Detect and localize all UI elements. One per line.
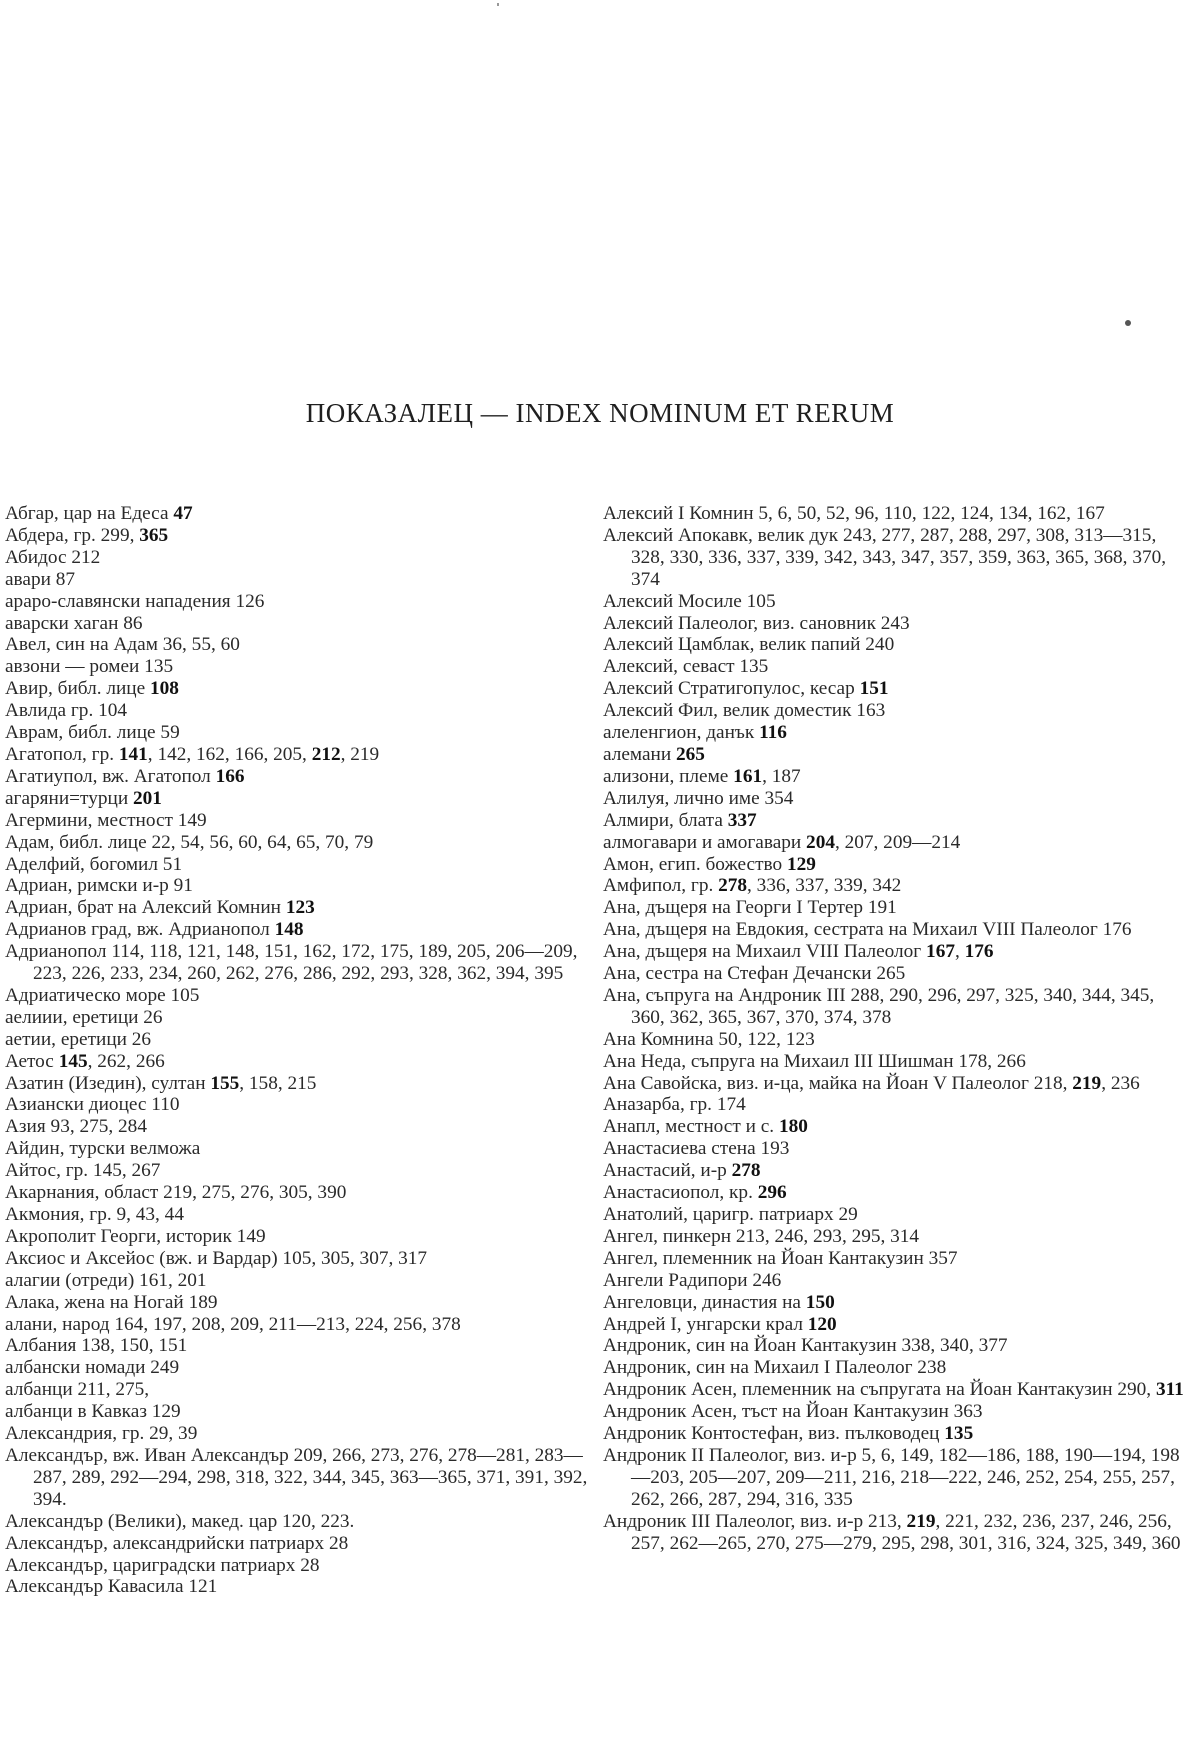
index-entry: Ангеловци, династия на 150 [603,1291,835,1313]
index-entry: Албания 138, 150, 151 [5,1335,188,1357]
index-entry: Анатолий, царигр. патриарх 29 [603,1204,858,1225]
index-entry: Агатопол, гр. 141, 142, 162, 166, 205, 212, 219 [5,743,380,765]
index-entry: Андрей I, унгарски крал 120 [603,1313,837,1335]
index-entry: алеленгион, данък 116 [603,722,787,744]
index-entry: Алилуя, лично име 354 [603,787,794,809]
index-entry: Анастасиопол, кр. 296 [603,1182,787,1204]
index-entry: алмогавари и амогавари 204, 207, 209—214 [603,831,961,853]
index-entry: Абидос 212 [5,546,101,568]
index-entry: Алексий Цамблак, велик папий 240 [603,634,895,656]
index-entry: Андроник Асен, племенник на съпругата на Йоан Кантакузин 290, 311 [603,1379,1184,1401]
index-entry: авзони — ромеи 135 [5,656,174,678]
index-entry: Аетос 145, 262, 266 [5,1050,165,1072]
index-entry: Ана Комнина 50, 122, 123 [603,1028,815,1050]
index-entry: Ана, дъщеря на Михаил VIII Палеолог 167, 176 [603,941,994,963]
index-entry: Александър, вж. Иван Александър 209, 266, 273, 276, 278—281, 283—287, 289, 292—294, 298, 318, 322, 344, 345, 363—365, 371, 391, 392, 394. [5,1444,588,1510]
index-entry: Ангел, пинкерн 213, 246, 293, 295, 314 [603,1225,920,1247]
index-entry: Азатин (Изедин), султан 155, 158, 215 [5,1072,317,1094]
index-entry: Амон, егип. божество 129 [603,853,816,875]
index-entry: Айтос, гр. 145, 267 [5,1160,161,1182]
page-title: ПОКАЗАЛЕЦ — INDEX NOMINUM ET RERUM [305,398,895,428]
index-entry: Ангели Радипори 246 [603,1269,782,1291]
index-entry: Амфипол, гр. 278, 336, 337, 339, 342 [603,875,902,897]
index-entry: Алексий Апокавк, велик дук 243, 277, 287, 288, 297, 308, 313—315, 328, 330, 336, 337, 339, 342, 343, 347, 357, 359, 363, 365, 368, 370, 374 [603,524,1167,590]
index-entry: Ана, съпруга на Андроник III 288, 290, 296, 297, 325, 340, 344, 345, 360, 362, 365, 367, 370, 374, 378 [603,984,1155,1028]
index-entry: Агатиупол, вж. Агатопол 166 [5,765,245,787]
index-entry: Адрианопол 114, 118, 121, 148, 151, 162, 172, 175, 189, 205, 206—209, 223, 226, 233, 234, 260, 262, 276, 286, 292, 293, 328, 362, 394, 395 [5,941,578,985]
index-entry: араро-славянски нападения 126 [5,590,265,612]
index-entry: Абдера, гр. 299, 365 [5,524,169,546]
index-entry: Александър, александрийски патриарх 28 [5,1532,349,1554]
index-entry: Адриан, брат на Алексий Комнин 123 [5,897,315,919]
index-entry: Аксиос и Аксейос (вж. и Вардар) 105, 305, 307, 317 [5,1247,428,1269]
index-entry: Акарнания, област 219, 275, 276, 305, 390 [5,1182,347,1204]
index-entry: Абгар, цар на Едеса 47 [5,503,193,524]
index-entry: Ана, сестра на Стефан Дечански 265 [603,963,906,985]
index-entry: Андроник, син на Йоан Кантакузин 338, 340, 377 [603,1335,1008,1357]
index-entry: алемани 265 [603,743,705,765]
index-entry: алани, народ 164, 197, 208, 209, 211—213, 224, 256, 378 [5,1313,461,1335]
index-entry: алагии (отреди) 161, 201 [5,1269,207,1291]
index-entry: Анастасий, и-р 278 [603,1160,761,1182]
scan-dot [1125,320,1131,326]
index-entry: Азиански диоцес 110 [5,1094,180,1116]
index-entry: Агермини, местност 149 [5,809,207,831]
index-entry: Адам, библ. лице 22, 54, 56, 60, 64, 65, 70, 79 [5,831,374,853]
index-entry: Ана, дъщеря на Евдокия, сестрата на Михаил VIII Палеолог 176 [603,919,1132,941]
index-entry: Азия 93, 275, 284 [5,1116,147,1138]
index-entry: Ана, дъщеря на Георги I Тертер 191 [603,897,897,919]
index-entry: Ана Савойска, виз. и-ца, майка на Йоан V Палеолог 218, 219, 236 [603,1072,1140,1094]
index-entry: Авир, библ. лице 108 [5,678,179,700]
index-entry: Алака, жена на Ногай 189 [5,1291,218,1313]
index-entry: Андроник Контостефан, виз. пълководец 135 [603,1423,974,1445]
index-entry: Ангел, племенник на Йоан Кантакузин 357 [603,1247,958,1269]
index-column-right [603,503,1188,1555]
index-entry: Акмония, гр. 9, 43, 44 [5,1204,184,1225]
index-entry: Андроник, син на Михаил I Палеолог 238 [603,1357,947,1379]
index-entry: Айдин, турски велможа [5,1138,201,1160]
index-entry: Адрианов град, вж. Адрианопол 148 [5,919,304,941]
index-entry: Александрия, гр. 29, 39 [5,1423,198,1445]
scan-speck [497,3,499,6]
index-entry: Адриан, римски и-р 91 [5,875,193,897]
index-entry: Алексий Палеолог, виз. сановник 243 [603,612,910,634]
index-entry: Анастасиева стена 193 [603,1138,790,1160]
index-entry: албански номади 249 [5,1357,180,1379]
index-entry: Андроник II Палеолог, виз. и-р 5, 6, 149, 182—186, 188, 190—194, 198—203, 205—207, 209—211, 216, 218—222, 246, 252, 254, 255, 257, 262, 266, 287, 294, 316, 335 [603,1444,1180,1510]
index-entry: Ана Неда, съпруга на Михаил III Шишман 178, 266 [603,1050,1026,1072]
index-entry: Адриатическо море 105 [5,984,200,1006]
index-entry: Андроник Асен, тъст на Йоан Кантакузин 363 [603,1401,983,1423]
index-entry: Аназарба, гр. 174 [603,1094,746,1116]
index-column-left [5,503,590,1598]
index-entry: албанци в Кавказ 129 [5,1401,181,1423]
index-entry: аетии, еретици 26 [5,1028,152,1050]
index-entry: Анапл, местност и с. 180 [603,1116,808,1138]
index-entry: Акрополит Георги, историк 149 [5,1225,266,1247]
index-entry: авари 87 [5,568,76,590]
index-entry: ализони, племе 161, 187 [603,765,801,787]
index-entry: Алмири, блата 337 [603,809,757,831]
index-entry: Алексий Фил, велик доместик 163 [603,700,886,722]
index-entry: агаряни=турци 201 [5,787,162,809]
index-entry: албанци 211, 275, [5,1379,150,1401]
index-entry: Аврам, библ. лице 59 [5,722,180,744]
index-entry: Аделфий, богомил 51 [5,853,183,875]
index-entry: Авлида гр. 104 [5,700,128,722]
index-entry: аелиии, еретици 26 [5,1006,163,1028]
index-entry: Алексий, севаст 135 [603,656,769,678]
index-entry: Александър Кавасила 121 [5,1576,218,1598]
index-entry: аварски хаган 86 [5,612,143,634]
index-entry: Алексий Стратигопулос, кесар 151 [603,678,889,700]
index-entry: Алексий I Комнин 5, 6, 50, 52, 96, 110, 122, 124, 134, 162, 167 [603,503,1105,524]
index-entry: Александър (Велики), макед. цар 120, 223. [5,1510,355,1532]
index-entry: Андроник III Палеолог, виз. и-р 213, 219, 221, 232, 236, 237, 246, 256, 257, 262—265, 270, 275—279, 295, 298, 301, 316, 324, 325, 349, 360 [603,1510,1181,1554]
index-entry: Авел, син на Адам 36, 55, 60 [5,634,240,656]
index-entry: Александър, цариградски патриарх 28 [5,1554,320,1576]
index-entry: Алексий Мосиле 105 [603,590,776,612]
